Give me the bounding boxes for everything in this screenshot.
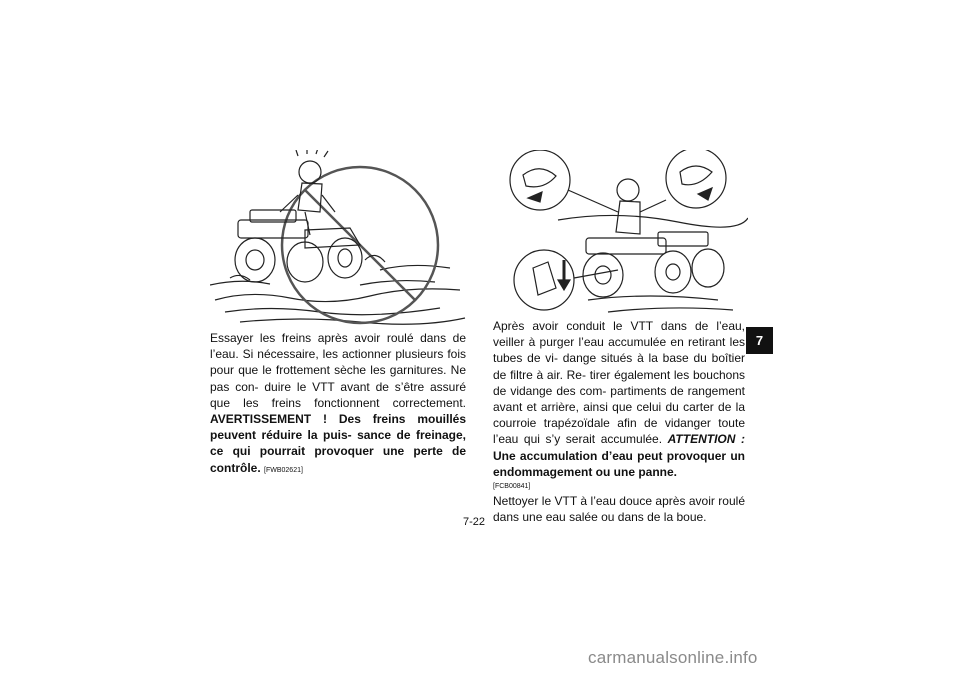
page-number: 7-22 xyxy=(463,516,486,528)
caution-code: [FCB00841] xyxy=(493,483,531,491)
left-column-text xyxy=(210,330,466,479)
warning-label: AVERTISSEMENT ! xyxy=(210,412,327,427)
atv-water-prohibited-illustration xyxy=(210,150,470,328)
atv-drain-illustration xyxy=(498,150,748,320)
warning-text: Des freins mouillés peuvent réduire la puis- sance de freinage, ce qui pourrait provoquer une perte de contrôle. xyxy=(210,412,467,475)
caution-text: Une accumulation d’eau peut provoquer un endommagement ou une panne. xyxy=(493,448,745,479)
warning-code: [FWB02621] xyxy=(264,466,303,474)
caution-label: ATTENTION : xyxy=(667,432,746,447)
cleaning-instruction-text: Nettoyer le VTT à l’eau douce après avoir roulé dans une eau salée ou dans de la boue. xyxy=(493,494,745,525)
drain-instruction-text: Après avoir conduit le VTT dans de l’eau, veiller à purger l’eau accumulée en retirant les tubes de vi- dange situés à la base du boîtier de filtre à air. Re- tirer également les bouchons de vidange des com- partiments de rangement avant et arrière, ainsi que celui du carter de la courroie trapézoïdale afin de vidanger toute l’eau qui s’y serait accumulée. xyxy=(493,319,745,447)
watermark: carmanualsonline.info xyxy=(588,648,758,667)
right-column-text xyxy=(493,318,745,525)
chapter-tab: 7 xyxy=(746,327,773,354)
brake-instruction-text: Essayer les freins après avoir roulé dans de l’eau. Si nécessaire, les actionner plusieurs fois pour que le frottement sèche les garnitures. Ne pas con- duire le VTT avant de s’être assuré que les freins fonctionnent correctement. xyxy=(210,331,466,410)
